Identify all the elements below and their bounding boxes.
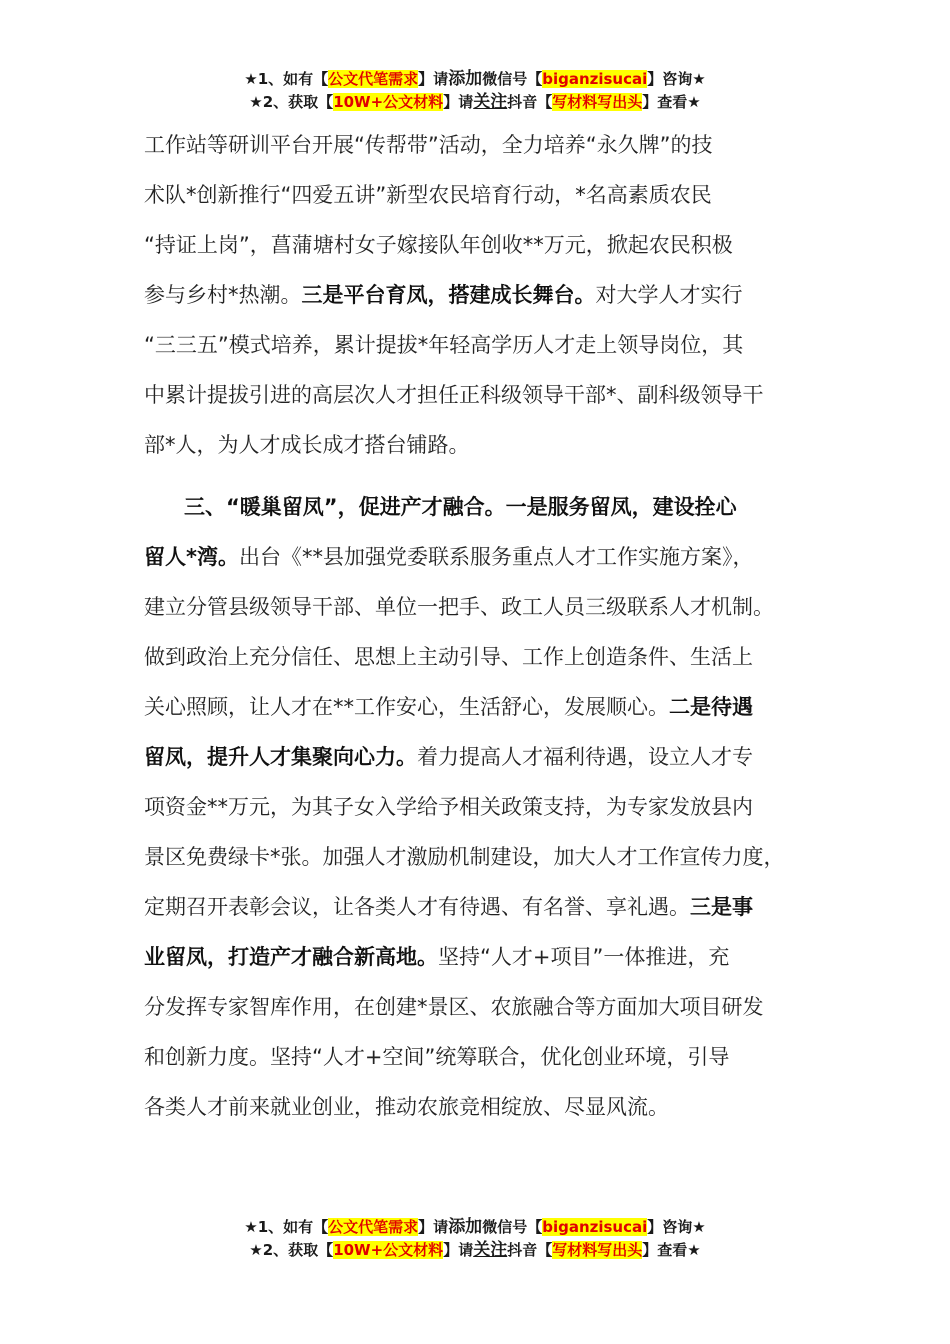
paragraph-line: [144, 532, 844, 582]
bold-heading: 业留凤，打造产才融合新高地。: [144, 945, 438, 969]
paragraph-line: 中累计提拔引进的高层次人才担任正科级领导干部*、副科级领导干: [144, 383, 764, 407]
bold-heading: 二是待遇: [669, 695, 753, 719]
banner-text: 】查看★: [642, 1241, 701, 1259]
banner-emphasis: 添加: [448, 69, 483, 89]
paragraph-line: “持证上岗”，菖蒲塘村女子嫁接队年创收**万元，掀起农民积极: [144, 233, 733, 257]
banner-text: 】请: [418, 1218, 449, 1236]
banner-line-1: [0, 68, 950, 91]
banner-text: 】请: [443, 93, 474, 111]
paragraph-line: [144, 732, 844, 782]
banner-highlight: 写材料写出头: [552, 1241, 643, 1259]
banner-text: 微信号【: [482, 70, 543, 88]
banner-text: 】请: [418, 70, 449, 88]
banner-highlight: 写材料写出头: [552, 93, 643, 111]
text-run: 定期召开表彰会议，让各类人才有待遇、有名誉、享礼遇。: [144, 895, 690, 919]
banner-text: ★1、如有【: [244, 1218, 329, 1236]
footer-banner: [0, 1216, 950, 1262]
banner-text: 】咨询★: [647, 70, 706, 88]
paragraph-line: 部*人，为人才成长成才搭台铺路。: [144, 433, 470, 457]
paragraph-line: 分发挥专家智库作用，在创建*景区、农旅融合等方面加大项目研发: [144, 995, 764, 1019]
paragraph-line: [144, 882, 844, 932]
banner-line-2: [0, 91, 950, 114]
text-run: 着力提高人才福利待遇，设立人才专: [417, 745, 753, 769]
paragraph-line: [144, 932, 844, 982]
paragraph-line: 做到政治上充分信任、思想上主动引导、工作上创造条件、生活上: [144, 645, 753, 669]
paragraph-line: 建立分管县级领导干部、单位一把手、政工人员三级联系人才机制。: [144, 595, 774, 619]
paragraph-line: “三三五”模式培养，累计提拔*年轻高学历人才走上领导岗位，其: [144, 333, 744, 357]
text-run: 参与乡村*热潮。: [144, 283, 302, 307]
paragraph-line: 项资金**万元，为其子女入学给予相关政策支持，为专家发放县内: [144, 795, 753, 819]
paragraph-line: [144, 682, 844, 732]
banner-highlight: 10W+公文材料: [333, 1241, 444, 1259]
text-run: 对大学人才实行: [595, 283, 743, 307]
banner-text: ★1、如有【: [244, 70, 329, 88]
bold-heading: 留凤，提升人才集聚向心力。: [144, 745, 417, 769]
banner-line-2: [0, 1239, 950, 1262]
document-body: [144, 120, 844, 1132]
banner-text: 】查看★: [642, 93, 701, 111]
text-run: 出台《**县加强党委联系服务重点人才工作实施方案》，: [238, 545, 754, 569]
banner-emphasis: 关注: [473, 1240, 508, 1260]
paragraph-line: 工作站等研训平台开展“传帮带”活动，全力培养“永久牌”的技: [144, 133, 713, 157]
banner-highlight: 公文代笔需求: [328, 70, 419, 88]
bold-heading: 三是事: [690, 895, 753, 919]
banner-highlight: biganzisucai: [542, 70, 648, 88]
banner-text: ★2、获取【: [249, 93, 334, 111]
paragraph-line: 术队*创新推行“四爱五讲”新型农民培育行动，*名高素质农民: [144, 183, 712, 207]
paragraph-line: 各类人才前来就业创业，推动农旅竞相绽放、尽显风流。: [144, 1095, 669, 1119]
banner-highlight: 10W+公文材料: [333, 93, 444, 111]
paragraph-line: 和创新力度。坚持“人才+空间”统筹联合，优化创业环境，引导: [144, 1045, 730, 1069]
section-heading-line: [144, 482, 844, 532]
paragraph-line: [144, 270, 844, 320]
banner-emphasis: 关注: [473, 92, 508, 112]
banner-highlight: 公文代笔需求: [328, 1218, 419, 1236]
text-run: 坚持“人才+项目”一体推进，充: [438, 945, 730, 969]
bold-heading: 三、“暖巢留凤”，促进产才融合。一是服务留凤，建设拴心: [184, 495, 737, 519]
banner-text: 】咨询★: [647, 1218, 706, 1236]
banner-emphasis: 添加: [448, 1217, 483, 1237]
paragraph-line: 景区免费绿卡*张。加强人才激励机制建设，加大人才工作宣传力度，: [144, 845, 785, 869]
banner-highlight: biganzisucai: [542, 1218, 648, 1236]
banner-line-1: [0, 1216, 950, 1239]
bold-heading: 留人*湾。: [144, 545, 239, 569]
banner-text: 抖音【: [507, 93, 553, 111]
banner-text: 微信号【: [482, 1218, 543, 1236]
bold-heading: 三是平台育凤，搭建成长舞台。: [301, 283, 596, 307]
banner-text: 】请: [443, 1241, 474, 1259]
header-banner: [0, 68, 950, 114]
banner-text: 抖音【: [507, 1241, 553, 1259]
text-run: 关心照顾，让人才在**工作安心，生活舒心，发展顺心。: [144, 695, 669, 719]
banner-text: ★2、获取【: [249, 1241, 334, 1259]
